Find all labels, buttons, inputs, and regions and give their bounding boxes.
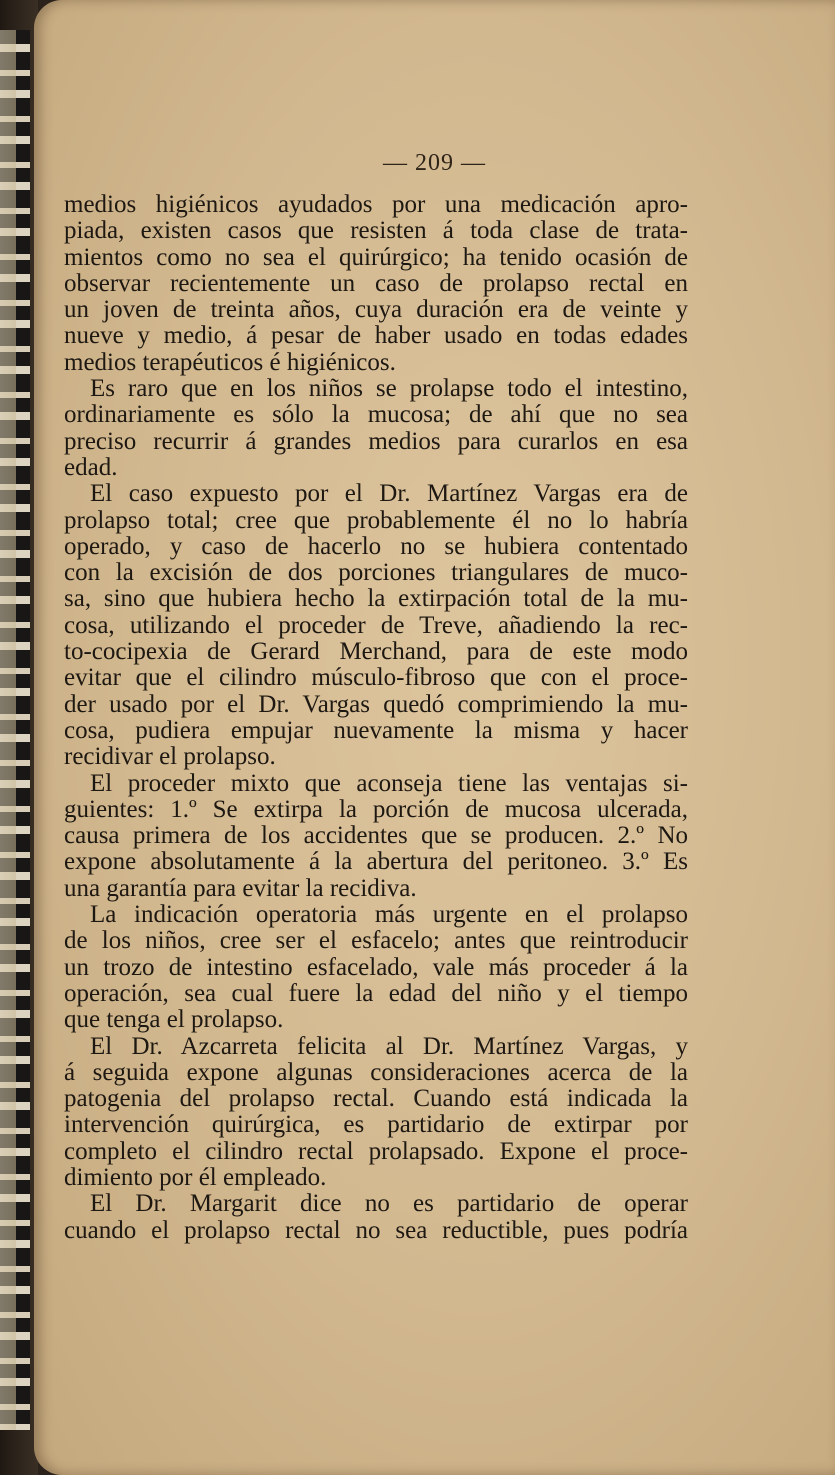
text-line: operación, sea cual fuere la edad del niño y el tiempo <box>64 979 688 1007</box>
text-line: El caso expuesto por el Dr. Martínez Vargas era de <box>90 480 688 508</box>
text-line: evitar que el cilindro músculo-fibroso que con el proce- <box>64 664 688 692</box>
text-line: medios higiénicos ayudados por una medicación apro- <box>64 191 688 218</box>
text-line: observar recientemente un caso de prolapso rectal en <box>64 269 688 297</box>
text-line: intervención quirúrgica, es partidario de extirpar por <box>64 1111 688 1139</box>
text-line: to-cocipexia de Gerard Merchand, para de este modo <box>64 638 688 666</box>
text-line: un trozo de intestino esfacelado, vale más proceder á la <box>64 953 688 981</box>
text-line: El Dr. Margarit dice no es partidario de operar <box>90 1190 688 1218</box>
text-line: cuando el prolapso rectal no sea reductible, pues podría <box>64 1216 688 1244</box>
adjacent-page-shade <box>0 30 16 1430</box>
text-line: dimiento por él empleado. <box>64 1163 327 1191</box>
text-line: de los niños, cree ser el esfacelo; antes que reintroducir <box>64 927 688 955</box>
text-line: completo el cilindro rectal prolapsado. Expone el proce- <box>64 1137 688 1165</box>
text-line: recidivar el prolapso. <box>64 743 276 771</box>
text-line: una garantía para evitar la recidiva. <box>64 874 417 902</box>
text-line: guientes: 1.º Se extirpa la porción de mucosa ulcerada, <box>64 795 688 823</box>
text-line: patogenia del prolapso rectal. Cuando está indicada la <box>64 1085 688 1113</box>
text-line: expone absolutamente á la abertura del peritoneo. 3.º Es <box>64 848 688 876</box>
text-line: El proceder mixto que aconseja tiene las ventajas si- <box>90 769 688 797</box>
page-number: — 209 — <box>383 150 486 176</box>
text-line: prolapso total; cree que probablemente él no lo habría <box>64 506 688 534</box>
text-line: causa primera de los accidentes que se producen. 2.º No <box>64 822 688 850</box>
text-line: der usado por el Dr. Vargas quedó comprimiendo la mu- <box>64 690 688 718</box>
text-line: á seguida expone algunas consideraciones acerca de la <box>64 1058 688 1086</box>
text-line: Es raro que en los niños se prolapse todo el intestino, <box>90 375 688 403</box>
text-line: La indicación operatoria más urgente en el prolapso <box>90 901 688 929</box>
text-line: El Dr. Azcarreta felicita al Dr. Martínez Vargas, y <box>90 1032 688 1060</box>
text-line: que tenga el prolapso. <box>64 1006 284 1034</box>
text-line: operado, y caso de hacerlo no se hubiera contentado <box>64 532 688 560</box>
text-line: edad. <box>64 453 118 481</box>
text-line: mientos como no sea el quirúrgico; ha tenido ocasión de <box>64 243 688 271</box>
text-line: ordinariamente es sólo la mucosa; de ahí que no sea <box>64 401 688 429</box>
text-line: con la excisión de dos porciones triangulares de muco- <box>64 559 688 587</box>
body-text <box>64 192 688 1244</box>
text-line: nueve y medio, á pesar de haber usado en todas edades <box>64 322 688 350</box>
text-line: cosa, utilizando el proceder de Treve, añadiendo la rec- <box>64 611 688 639</box>
text-line: un joven de treinta años, cuya duración era de veinte y <box>64 296 688 324</box>
text-line: sa, sino que hubiera hecho la extirpación total de la mu- <box>64 585 688 613</box>
text-line: piada, existen casos que resisten á toda clase de trata- <box>64 217 688 245</box>
text-line: cosa, pudiera empujar nuevamente la misma y hacer <box>64 716 688 744</box>
book-page <box>34 0 835 1475</box>
text-line: preciso recurrir á grandes medios para curarlos en esa <box>64 427 688 455</box>
text-line: medios terapéuticos é higiénicos. <box>64 348 396 376</box>
